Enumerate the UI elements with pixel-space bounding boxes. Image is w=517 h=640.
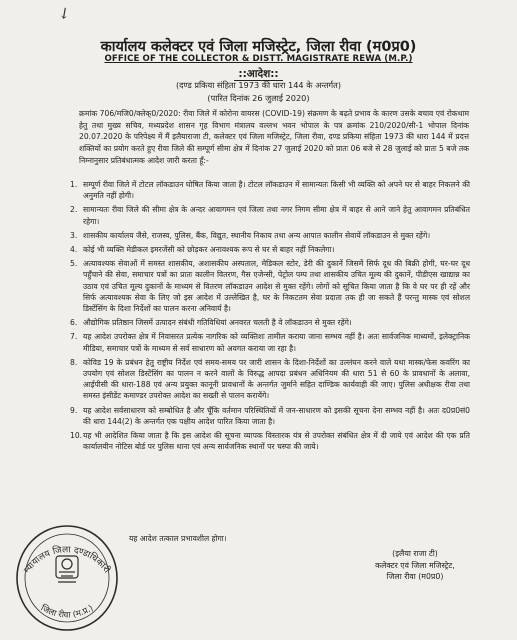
- national-emblem-icon: [56, 556, 78, 582]
- order-label: ::आदेश::: [234, 68, 282, 81]
- order-heading: [0, 67, 517, 81]
- item-number: 1.: [70, 180, 78, 189]
- item-number: 7.: [70, 332, 78, 342]
- order-item: [70, 331, 470, 353]
- item-number: 8.: [70, 357, 78, 367]
- handwritten-corner-mark: ↙: [53, 2, 75, 24]
- order-item: [70, 317, 470, 328]
- office-title-english: OFFICE OF THE COLLECTOR & DISTT. MAGISTRATE REWA (M.P.): [104, 54, 413, 64]
- order-item: [70, 244, 470, 255]
- order-item: [70, 258, 470, 314]
- item-text: यह आदेश उपरोक्त क्षेत्र में निवासरत प्रत्येक नागरिक को व्यक्तिशः तामील कराया जाना सम्भव नहीं है। अतः सार्वजनिक माध्यमों, इलेक्ट्रानिक मीडिया, समाचार पत्रों के माध्यम से सर्व साधारण को अवगत कराया जा रहा है।: [83, 332, 470, 353]
- item-text: यह भी आदेशित किया जाता है कि इस आदेश की सूचना व्यापक विस्तारक यंत्र से उपरोक्त संबंधित क्षेत्र में दी जाये एवं आदेश की एक प्रति कार्यालयीन नोटिस बोर्ड पर पुलिस थाना एवं अन्य सार्वजनिक स्थानों पर चस्पा की जाये।: [83, 431, 470, 452]
- order-subtitle-section: (दण्ड प्रकिया संहिता 1973 की धारा 144 के अन्तर्गत): [175, 80, 342, 90]
- signatory-place: जिला रीवा (म0प्र0): [386, 572, 444, 581]
- order-item: [70, 357, 470, 402]
- item-number: 10.: [70, 431, 83, 441]
- effective-immediately-note: यह आदेश तत्काल प्रभावशील होगा।: [129, 534, 227, 543]
- item-text: यह आदेश सर्वसाधारण को सम्बोधित है और चूँकि वर्तमान परिस्थितियों में जन-साधारण को इसकी सूचना देना सम्भव नहीं है। अतः द0प्र0सं0 की धारा 144(2) के अन्तर्गत एक पक्षीय आदेश पारित किया जाता है।: [83, 405, 470, 426]
- stamp-top-text: न्यायालय जिला दण्डाधिकारी: [22, 545, 112, 576]
- item-text: सामान्यतः रीवा जिले की सीमा क्षेत्र के अन्दर आवागमन एवं जिला तथा नगर निगम सीमा क्षेत्र में बाहर से आने जाने हेतु आवागमन प्रतिबंधित रहेगा।: [83, 205, 470, 226]
- item-number: 4.: [70, 245, 78, 255]
- order-item: [70, 405, 470, 427]
- signatory-name: (इलैया राजा टी): [392, 549, 438, 558]
- item-text: अत्यावश्यक सेवाओं में समस्त शासकीय, अशासकीय अस्पताल, मेडिकल स्टोर, डेरी की दुकानें जिसमें सिर्फ दूध की बिक्री होगी, घर-घर दूध पहुँचाने की सेवा, समाचार पत्रों का प्रातः कालीन वितरण, गैस एजेन्सी, पेट्रोल पम्प तथा शासकीय उचित मूल्य की दुकानें, पीडीएस खाद्यान्न का उठाव एवं उचित मूल्य दुकानों के माध्यम से वितरण लॉकडाउन आदेश से मुक्त रहेंगे। लोगों को सूचित किया जाता है कि वे घर पर ही रहें और सिर्फ अत्यावश्यक सेवा के लिए जो इस आदेश में उल्लेखित है, घर के निकटतम सेवा प्रदाता तक ही जा सकते हैं परन्तु मास्क एवं सोशल डिस्टेंसिंग के दिशा निर्देशों का पालन करना अनिवार्य है।: [83, 259, 470, 314]
- order-item: [70, 179, 470, 201]
- item-text: औद्योगिक प्रतिष्ठान जिसमें उत्पादन संबंधी गतिविधियां अनवरत चलती है वे लॉकडाउन से मुक्त रहेंगे।: [83, 318, 352, 328]
- order-item: [70, 430, 470, 452]
- stamp-bottom-text: जिला रीवा (म.प्र.): [38, 603, 96, 621]
- intro-paragraph: क्रमांक 706/मजि0/क्लेक्0/2020: रीवा जिले में कोरोना वायरस (COVID-19) संक्रमण के बढ़ते प्रभाव के कारण उसके बचाव एवं रोकथाम हेतु तथा मुख्य सचिव, मध्यप्रदेश शासन गृह विभाग मंत्रालय वल्लभ भवन भोपाल के पत्र क्रमांक 210/2020/सी-1 भोपाल दिनांक 20.07.2020 के परिपेक्ष्य में मैं इलैयाराजा टी, कलेक्टर एवं जिला मजिस्ट्रेट, जिला रीवा, दण्ड प्रकिया संहिता 1973 की धारा 144 में प्रदत्त शक्तियों का प्रयोग करते हुए रीवा जिले की सम्पूर्ण सीमा क्षेत्र में दिनांक 27 जुलाई 2020 को प्रातः 06 बजे से 28 जुलाई को प्रातः 5 बजे तक निम्नानुसार प्रतिबंधात्मक आदेश जारी करता हूँ:-: [79, 109, 469, 165]
- order-subtitle-date: (पारित दिनांक 26 जुलाई 2020): [207, 93, 310, 103]
- item-text: कोविड 19 के प्रबंधन हेतु राष्ट्रीय निर्देश एवं समय-समय पर जारी शासन के दिशा-निर्देशों का उल्लंघन करने वाले यथा मास्क/फेस कवरिंग का उपयोग एवं सोशल डिस्टेंसिंग का पालन न करने वालों के विरुद्ध आपदा प्रबंधन अधिनियम की धारा 51 से 60 के प्रावधानों के अलावा, आईपीसी की धारा-188 एवं अन्य प्रयुक्त कानूनी प्रावधानों के अन्तर्गत जुर्माने सहित दाण्डिक कार्यवाही की जाए। पुलिस अधीक्षक रीवा तथा समस्त इंसीडेंट कमाण्डर उपरोक्त आदेश का सख्ती से पालन करायेंगे।: [83, 357, 470, 401]
- office-title-hindi: कार्यालय कलेक्टर एवं जिला मजिस्ट्रेट, जिला रीवा (म0प्र0): [100, 39, 417, 55]
- item-text: कोई भी व्यक्ति मेडीकल इमरजेंसी को छोड़कर अनावश्यक रूप से घर से बाहर नहीं निकलेगा।: [83, 245, 335, 255]
- item-text: सम्पूर्ण रीवा जिले में टोटल लॉकडाउन घोषित किया जाता है। टोटल लॉकडाउन में सामान्यतः किसी भी व्यक्ति को अपने घर से बाहर निकलने की अनुमति नहीं होगी।: [83, 180, 470, 201]
- signature-block: [340, 548, 490, 583]
- court-seal-stamp: [10, 512, 124, 634]
- order-items-list: [70, 179, 470, 455]
- signatory-designation: कलेक्टर एवं जिला मजिस्ट्रेट,: [375, 560, 455, 570]
- item-number: 3.: [70, 230, 78, 240]
- item-number: 2.: [70, 205, 78, 215]
- item-number: 5.: [70, 259, 78, 269]
- item-number: 9.: [70, 405, 78, 415]
- item-text: शासकीय कार्यालय जैसे, राजस्व, पुलिस, बैंक, विद्युत, स्थानीय निकाय तथा अन्य आपात कालीन सेवायें लॉकडाउन से मुक्त रहेंगे।: [83, 230, 431, 240]
- item-number: 6.: [70, 318, 78, 328]
- order-item: [70, 204, 470, 226]
- order-item: [70, 230, 470, 241]
